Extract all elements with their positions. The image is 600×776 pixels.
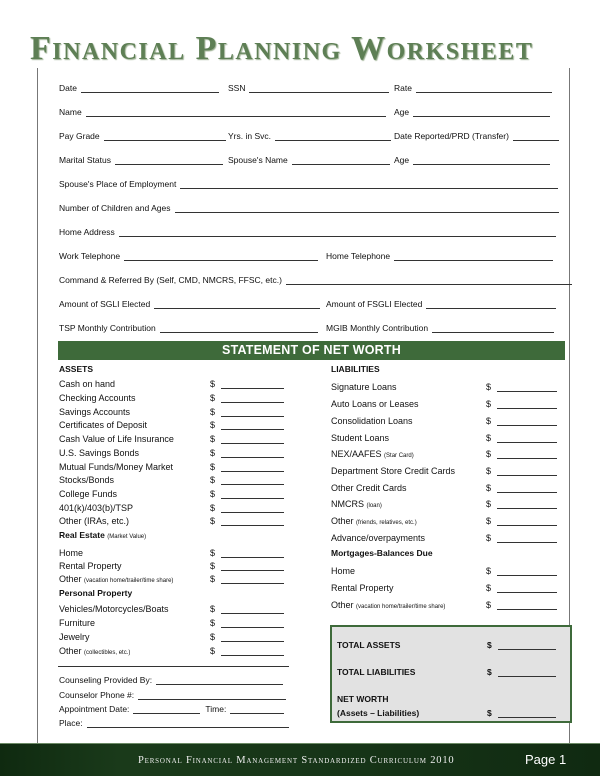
- asset-row: [59, 602, 216, 614]
- asset-field[interactable]: [221, 504, 284, 513]
- asset-row: [59, 487, 216, 499]
- dollar-sign: $: [210, 407, 216, 417]
- appointment-date-label: Appointment Date:: [59, 704, 130, 714]
- dollar-sign: $: [210, 475, 216, 485]
- asset-field[interactable]: [221, 394, 284, 403]
- ssn-label: SSN: [228, 83, 246, 93]
- liability-field[interactable]: [497, 517, 557, 526]
- dollar-sign: $: [210, 604, 216, 614]
- asset-label: Certificates of Deposit: [59, 420, 148, 430]
- asset-label: [59, 646, 130, 656]
- liability-label: [331, 600, 445, 610]
- asset-row: [59, 446, 216, 458]
- age-field[interactable]: [413, 108, 550, 117]
- asset-field[interactable]: [221, 647, 284, 656]
- counselor-phone-label: Counselor Phone #:: [59, 690, 135, 700]
- curriculum-text: Personal Financial Management Standardized Curriculum 2010: [138, 755, 455, 766]
- dollar-sign: $: [210, 393, 216, 403]
- command-field[interactable]: [286, 276, 572, 285]
- real-estate-title: Real Estate: [59, 530, 105, 540]
- dollar-sign: $: [210, 503, 216, 513]
- asset-row: [59, 473, 216, 485]
- tsp-field[interactable]: [160, 324, 318, 333]
- dollar-sign: $: [486, 433, 492, 443]
- place-row: [59, 716, 289, 728]
- dollar-sign: $: [210, 448, 216, 458]
- dollar-sign: $: [486, 382, 492, 392]
- pay-grade-label: Pay Grade: [59, 131, 100, 141]
- pay-grade-field[interactable]: [104, 132, 226, 141]
- liability-field[interactable]: [497, 383, 557, 392]
- asset-label: Mutual Funds/Money Market: [59, 462, 174, 472]
- fsgli-label: Amount of FSGLI Elected: [326, 299, 423, 309]
- asset-label: Stocks/Bonds: [59, 475, 115, 485]
- asset-field[interactable]: [221, 605, 284, 614]
- liability-label: [331, 449, 414, 459]
- yrs-svc-label: Yrs. in Svc.: [228, 131, 271, 141]
- spouse-employment-label: Spouse's Place of Employment: [59, 179, 177, 189]
- dollar-sign: $: [486, 499, 492, 509]
- home-address-row: [59, 225, 556, 237]
- asset-row: [59, 501, 216, 513]
- liability-field[interactable]: [497, 567, 557, 576]
- asset-field[interactable]: [221, 562, 284, 571]
- other-note: (vacation home/trailer/time share): [84, 578, 174, 584]
- age2-field[interactable]: [413, 156, 550, 165]
- liability-field[interactable]: [497, 434, 557, 443]
- counselor-phone-row: [59, 688, 286, 700]
- dollar-sign: $: [486, 566, 492, 576]
- asset-label: College Funds: [59, 489, 118, 499]
- dollar-sign: $: [486, 600, 492, 610]
- liability-field[interactable]: [497, 584, 557, 593]
- asset-row: [59, 514, 216, 526]
- asset-field[interactable]: [221, 421, 284, 430]
- asset-label: Cash Value of Life Insurance: [59, 434, 174, 444]
- dollar-sign: $: [486, 533, 492, 543]
- net-worth-label: NET WORTH: [337, 694, 389, 704]
- asset-field[interactable]: [221, 476, 284, 485]
- net-worth-field[interactable]: [498, 709, 556, 718]
- nmcrs-label: NMCRS: [331, 499, 364, 509]
- asset-label: Savings Accounts: [59, 407, 131, 417]
- age-label: Age: [394, 107, 410, 117]
- marital-field[interactable]: [115, 156, 223, 165]
- appointment-row: [59, 702, 284, 714]
- dollar-sign: $: [210, 646, 216, 656]
- liability-field[interactable]: [497, 417, 557, 426]
- rate-label: Rate: [394, 83, 412, 93]
- dollar-sign: $: [486, 583, 492, 593]
- asset-row: [59, 546, 216, 558]
- spouse-employment-field[interactable]: [180, 180, 558, 189]
- dollar-sign: $: [486, 449, 492, 459]
- date-reported-field[interactable]: [513, 132, 559, 141]
- asset-row: [59, 630, 216, 642]
- spouse-name-field[interactable]: [292, 156, 390, 165]
- other-label: Other: [59, 646, 82, 656]
- dollar-sign: $: [487, 667, 492, 677]
- liability-field[interactable]: [497, 484, 557, 493]
- nex-label: NEX/AAFES: [331, 449, 382, 459]
- appointment-date-field[interactable]: [133, 705, 200, 714]
- ssn-field[interactable]: [249, 84, 389, 93]
- children-label: Number of Children and Ages: [59, 203, 171, 213]
- asset-field[interactable]: [221, 619, 284, 628]
- age2-row: [394, 153, 550, 165]
- marital-row: [59, 153, 223, 165]
- assets-heading: ASSETS: [59, 364, 94, 374]
- asset-row: [59, 460, 216, 472]
- children-row: [59, 201, 559, 213]
- real-estate-note: (Market Value): [107, 534, 147, 540]
- total-liabilities-label: TOTAL LIABILITIES: [337, 667, 416, 677]
- liability-row: [331, 464, 492, 476]
- liability-label: Department Store Credit Cards: [331, 466, 456, 476]
- total-liabilities-field[interactable]: [498, 668, 556, 677]
- tsp-row: [59, 321, 318, 333]
- footer-bar: [0, 743, 600, 776]
- other-label: Other: [331, 600, 354, 610]
- dollar-sign: $: [210, 516, 216, 526]
- liability-label: [331, 499, 382, 509]
- liability-row: [331, 497, 492, 509]
- page-number: Page 1: [525, 752, 567, 767]
- liability-label: Student Loans: [331, 433, 390, 443]
- asset-field[interactable]: [221, 633, 284, 642]
- rate-row: [394, 81, 552, 93]
- name-label: Name: [59, 107, 82, 117]
- spouse-name-label: Spouse's Name: [228, 155, 288, 165]
- asset-field[interactable]: [221, 408, 284, 417]
- dollar-sign: $: [210, 561, 216, 571]
- liability-label: Signature Loans: [331, 382, 397, 392]
- liability-label: Consolidation Loans: [331, 416, 413, 426]
- dollar-sign: $: [210, 632, 216, 642]
- asset-field[interactable]: [221, 490, 284, 499]
- asset-field[interactable]: [221, 380, 284, 389]
- home-phone-label: Home Telephone: [326, 251, 391, 261]
- sgli-row: [59, 297, 320, 309]
- sgli-field[interactable]: [154, 300, 320, 309]
- asset-label: Checking Accounts: [59, 393, 136, 403]
- dollar-sign: $: [210, 434, 216, 444]
- dollar-sign: $: [210, 618, 216, 628]
- asset-row: [59, 405, 216, 417]
- asset-row: [59, 559, 216, 571]
- work-phone-row: [59, 249, 318, 261]
- asset-field[interactable]: [221, 435, 284, 444]
- marital-label: Marital Status: [59, 155, 111, 165]
- liability-label: Home: [331, 566, 356, 576]
- ssn-row: [228, 81, 389, 93]
- other-label: Other: [331, 516, 354, 526]
- home-phone-row: [326, 249, 553, 261]
- nex-note: (Star Card): [384, 453, 414, 459]
- asset-label: U.S. Savings Bonds: [59, 448, 140, 458]
- liability-row: [331, 531, 492, 543]
- asset-label: Other (IRAs, etc.): [59, 516, 130, 526]
- asset-row: [59, 391, 216, 403]
- dollar-sign: $: [487, 640, 492, 650]
- dollar-sign: $: [210, 420, 216, 430]
- asset-label: Jewelry: [59, 632, 90, 642]
- place-label: Place:: [59, 718, 83, 728]
- personal-property-heading: Personal Property: [59, 588, 133, 598]
- net-worth-sublabel: (Assets – Liabilities): [337, 708, 420, 718]
- dollar-sign: $: [486, 416, 492, 426]
- yrs-svc-field[interactable]: [275, 132, 391, 141]
- liability-label: Rental Property: [331, 583, 394, 593]
- asset-row: [59, 432, 216, 444]
- liability-label: [331, 516, 417, 526]
- time-field[interactable]: [230, 705, 284, 714]
- work-phone-label: Work Telephone: [59, 251, 121, 261]
- dollar-sign: $: [210, 574, 216, 584]
- dollar-sign: $: [210, 379, 216, 389]
- asset-field[interactable]: [221, 449, 284, 458]
- home-address-field[interactable]: [119, 228, 556, 237]
- liability-label: Auto Loans or Leases: [331, 399, 419, 409]
- liability-row: [331, 481, 492, 493]
- liability-row: [331, 380, 492, 392]
- liability-label: Advance/overpayments: [331, 533, 426, 543]
- dollar-sign: $: [210, 548, 216, 558]
- liability-row: [331, 447, 492, 459]
- dollar-sign: $: [487, 708, 492, 718]
- dollar-sign: $: [486, 516, 492, 526]
- other-note: (collectibles, etc.): [84, 650, 131, 656]
- liability-field[interactable]: [497, 500, 557, 509]
- liability-label: Other Credit Cards: [331, 483, 407, 493]
- asset-row: [59, 616, 216, 628]
- other-note: (friends, relatives, etc.): [356, 520, 417, 526]
- total-assets-field[interactable]: [498, 641, 556, 650]
- tsp-label: TSP Monthly Contribution: [59, 323, 156, 333]
- liability-row: [331, 598, 492, 610]
- fsgli-row: [326, 297, 556, 309]
- date-field[interactable]: [81, 84, 219, 93]
- time-label: Time:: [205, 704, 227, 714]
- work-phone-field[interactable]: [124, 252, 318, 261]
- liabilities-heading: LIABILITIES: [331, 364, 380, 374]
- date-label: Date: [59, 83, 77, 93]
- mgib-row: [326, 321, 554, 333]
- date-reported-row: [394, 129, 559, 141]
- other-label: Other: [59, 574, 82, 584]
- sgli-label: Amount of SGLI Elected: [59, 299, 151, 309]
- counselor-phone-field[interactable]: [138, 691, 286, 700]
- asset-row: [59, 418, 216, 430]
- liability-row: [331, 431, 492, 443]
- asset-row: [59, 644, 216, 656]
- liability-row: [331, 397, 492, 409]
- liability-row: [331, 414, 492, 426]
- place-field[interactable]: [87, 719, 289, 728]
- asset-row: [59, 572, 216, 584]
- asset-label: Cash on hand: [59, 379, 116, 389]
- age2-label: Age: [394, 155, 410, 165]
- liability-field[interactable]: [497, 400, 557, 409]
- counseling-provided-field[interactable]: [156, 676, 283, 685]
- mortgages-heading: Mortgages-Balances Due: [331, 548, 433, 558]
- age-row: [394, 105, 550, 117]
- liability-field[interactable]: [497, 450, 557, 459]
- nmcrs-note: (loan): [366, 503, 382, 509]
- home-address-label: Home Address: [59, 227, 115, 237]
- liability-row: [331, 581, 492, 593]
- counseling-provided-row: [59, 673, 283, 685]
- dollar-sign: $: [210, 462, 216, 472]
- asset-field[interactable]: [221, 517, 284, 526]
- asset-label: 401(k)/403(b)/TSP: [59, 503, 134, 513]
- liability-field[interactable]: [497, 534, 557, 543]
- liability-row: [331, 514, 492, 526]
- name-field[interactable]: [86, 108, 386, 117]
- totals-box: [330, 625, 572, 723]
- dollar-sign: $: [486, 466, 492, 476]
- counseling-provided-label: Counseling Provided By:: [59, 675, 153, 685]
- asset-label: [59, 574, 173, 584]
- asset-field[interactable]: [221, 575, 284, 584]
- page-title: Financial Planning Worksheet: [30, 30, 534, 67]
- asset-field[interactable]: [221, 549, 284, 558]
- date-row: [59, 81, 219, 93]
- total-assets-label: TOTAL ASSETS: [337, 640, 401, 650]
- asset-label: Furniture: [59, 618, 96, 628]
- dollar-sign: $: [486, 399, 492, 409]
- name-row: [59, 105, 386, 117]
- other-note: (vacation home/trailer/time share): [356, 604, 446, 610]
- dollar-sign: $: [486, 483, 492, 493]
- command-label: Command & Referred By (Self, CMD, NMCRS, FFSC, etc.): [59, 275, 282, 285]
- dollar-sign: $: [210, 489, 216, 499]
- asset-row: [59, 377, 216, 389]
- date-reported-label: Date Reported/PRD (Transfer): [394, 131, 509, 141]
- asset-field[interactable]: [221, 463, 284, 472]
- mgib-field[interactable]: [432, 324, 554, 333]
- pay-grade-row: [59, 129, 226, 141]
- asset-label: Vehicles/Motorcycles/Boats: [59, 604, 169, 614]
- home-phone-field[interactable]: [394, 252, 553, 261]
- yrs-svc-row: [228, 129, 391, 141]
- spouse-employment-row: [59, 177, 558, 189]
- liability-field[interactable]: [497, 467, 557, 476]
- children-field[interactable]: [175, 204, 559, 213]
- command-row: [59, 273, 572, 285]
- statement-banner: STATEMENT OF NET WORTH: [58, 341, 565, 360]
- liability-field[interactable]: [497, 601, 557, 610]
- asset-label: Rental Property: [59, 561, 122, 571]
- spouse-name-row: [228, 153, 390, 165]
- asset-label: Home: [59, 548, 84, 558]
- fsgli-field[interactable]: [426, 300, 556, 309]
- liability-row: [331, 564, 492, 576]
- real-estate-heading: [59, 530, 146, 540]
- mgib-label: MGIB Monthly Contribution: [326, 323, 429, 333]
- rate-field[interactable]: [416, 84, 552, 93]
- counseling-divider: [58, 666, 289, 667]
